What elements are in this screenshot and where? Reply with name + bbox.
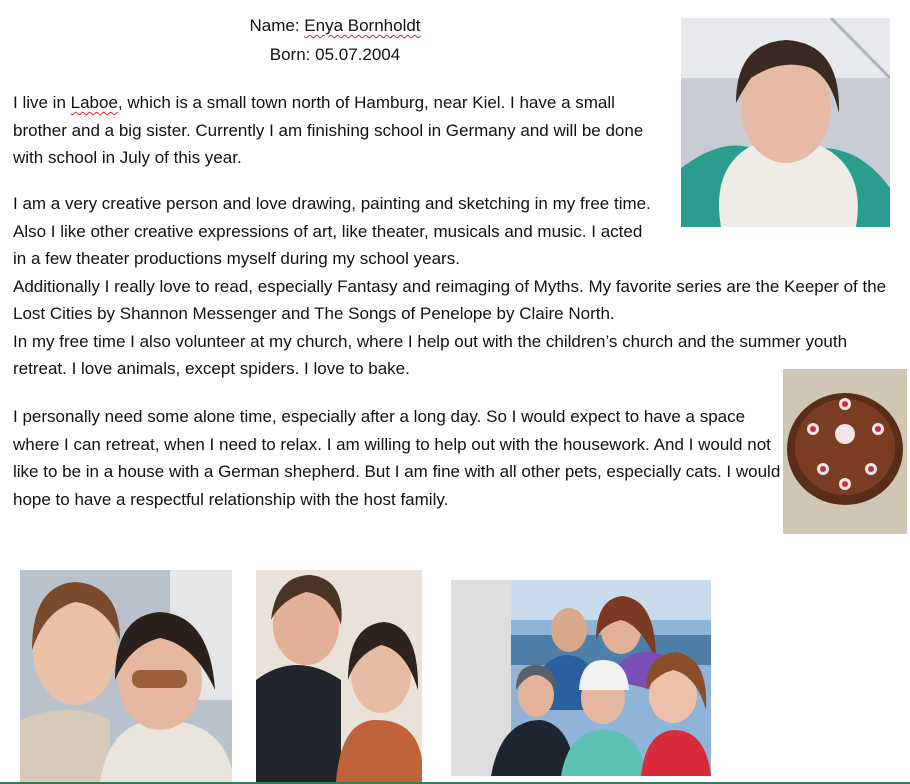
cake-photo (783, 369, 907, 534)
name-line (0, 16, 670, 36)
friends-selfie-photo (20, 570, 232, 782)
name-label: Name: (249, 16, 300, 35)
town-name: Laboe (70, 93, 118, 112)
paragraph-expectations: I personally need some alone time, especially after a long day. So I would expect to have a space where I can retreat, when I need to relax. I am willing to help out with the housework. And I would not like to be in a house with a German shepherd. But I am fine with all other pets, especially cats. I would hope to have a respectful relationship with the host family. (13, 407, 781, 509)
portrait-photo (681, 18, 890, 227)
born-line: Born: 05.07.2004 (269, 45, 401, 64)
hobbies-text: I am a very creative person and love drawing, painting and sketching in my free time. Also I like other creative expressions of art, like theater, musicals and music. I acted in a few theater productions myself during my school years. (13, 194, 651, 268)
siblings-photo (256, 570, 422, 782)
paragraph-intro: I live in Laboe, which is a small town north of Hamburg, near Kiel. I have a small brother and a big sister. Currently I am finishing school in Germany and will be done with school in July of this year. (13, 93, 644, 167)
reading-text: Additionally I really love to read, especially Fantasy and reimaging of Myths. My favorite series are the Keeper of the Lost Cities by Shannon Messenger and The Songs of Penelope by Claire North. (13, 276, 887, 323)
family-beach-photo (451, 580, 711, 776)
volunteer-text: In my free time I also volunteer at my church, where I help out with the children’s church and the summer youth retreat. I love animals, except spiders. I love to bake. (13, 331, 848, 378)
name-value: Enya Bornholdt (304, 16, 421, 35)
